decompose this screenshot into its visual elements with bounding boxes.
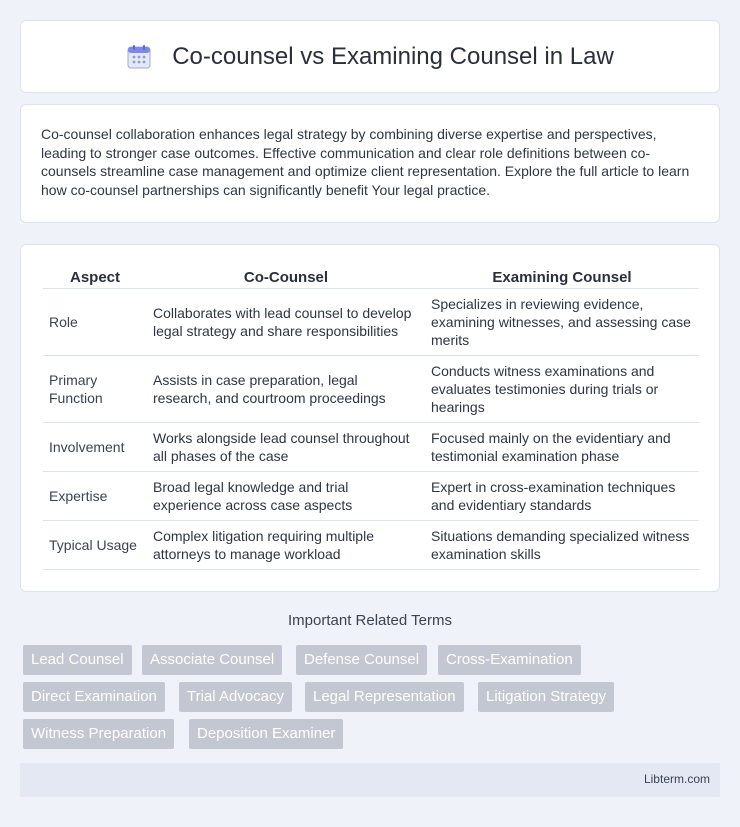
related-terms-title: Important Related Terms	[288, 612, 452, 629]
aspect-cell: Involvement	[43, 423, 147, 472]
aspect-cell: Expertise	[43, 472, 147, 521]
examining-counsel-cell: Conducts witness examinations and evaluates testimonies during trials or hearings	[425, 356, 699, 423]
footer	[20, 763, 720, 797]
header-co-counsel: Co-Counsel	[147, 265, 425, 289]
calendar-icon	[126, 44, 152, 70]
co-counsel-cell: Works alongside lead counsel throughout all phases of the case	[147, 423, 425, 472]
table-row	[43, 289, 699, 356]
tag-defense-counsel[interactable]: Defense Counsel	[296, 645, 427, 675]
tag-legal-representation[interactable]: Legal Representation	[305, 682, 464, 712]
tag-cross-examination[interactable]: Cross-Examination	[438, 645, 581, 675]
aspect-cell: Role	[43, 289, 147, 356]
examining-counsel-cell: Specializes in reviewing evidence, examining witnesses, and assessing case merits	[425, 289, 699, 356]
aspect-cell: Primary Function	[43, 356, 147, 423]
table-header-row	[43, 265, 699, 289]
header-examining-counsel: Examining Counsel	[425, 265, 699, 289]
tag-witness-preparation[interactable]: Witness Preparation	[23, 719, 174, 749]
tag-trial-advocacy[interactable]: Trial Advocacy	[179, 682, 292, 712]
header-aspect: Aspect	[43, 265, 147, 289]
comparison-card	[20, 244, 720, 592]
page-title: Co-counsel vs Examining Counsel in Law	[172, 42, 614, 70]
tag-associate-counsel[interactable]: Associate Counsel	[142, 645, 282, 675]
table-row	[43, 423, 699, 472]
aspect-cell: Typical Usage	[43, 521, 147, 570]
intro-text: Co-counsel collaboration enhances legal strategy by combining diverse expertise and perspectives, leading to stronger case outcomes. Effective communication and clear role definitions between co-counsels streamline case management and optimize client representation. Explore the full article to learn how co-counsel partnerships can significantly benefit Your legal practice.	[41, 126, 690, 198]
co-counsel-cell: Complex litigation requiring multiple attorneys to manage workload	[147, 521, 425, 570]
table-row	[43, 472, 699, 521]
table-row	[43, 356, 699, 423]
tag-direct-examination[interactable]: Direct Examination	[23, 682, 165, 712]
co-counsel-cell: Collaborates with lead counsel to develop legal strategy and share responsibilities	[147, 289, 425, 356]
tag-litigation-strategy[interactable]: Litigation Strategy	[478, 682, 614, 712]
table-row	[43, 521, 699, 570]
examining-counsel-cell: Expert in cross-examination techniques and evidentiary standards	[425, 472, 699, 521]
intro-card	[20, 104, 720, 223]
co-counsel-cell: Assists in case preparation, legal research, and courtroom proceedings	[147, 356, 425, 423]
examining-counsel-cell: Situations demanding specialized witness examination skills	[425, 521, 699, 570]
tag-deposition-examiner[interactable]: Deposition Examiner	[189, 719, 343, 749]
comparison-table	[43, 265, 699, 570]
tag-lead-counsel[interactable]: Lead Counsel	[23, 645, 132, 675]
header-card	[20, 20, 720, 93]
examining-counsel-cell: Focused mainly on the evidentiary and testimonial examination phase	[425, 423, 699, 472]
co-counsel-cell: Broad legal knowledge and trial experience across case aspects	[147, 472, 425, 521]
footer-site-link[interactable]: Libterm.com	[643, 772, 710, 786]
